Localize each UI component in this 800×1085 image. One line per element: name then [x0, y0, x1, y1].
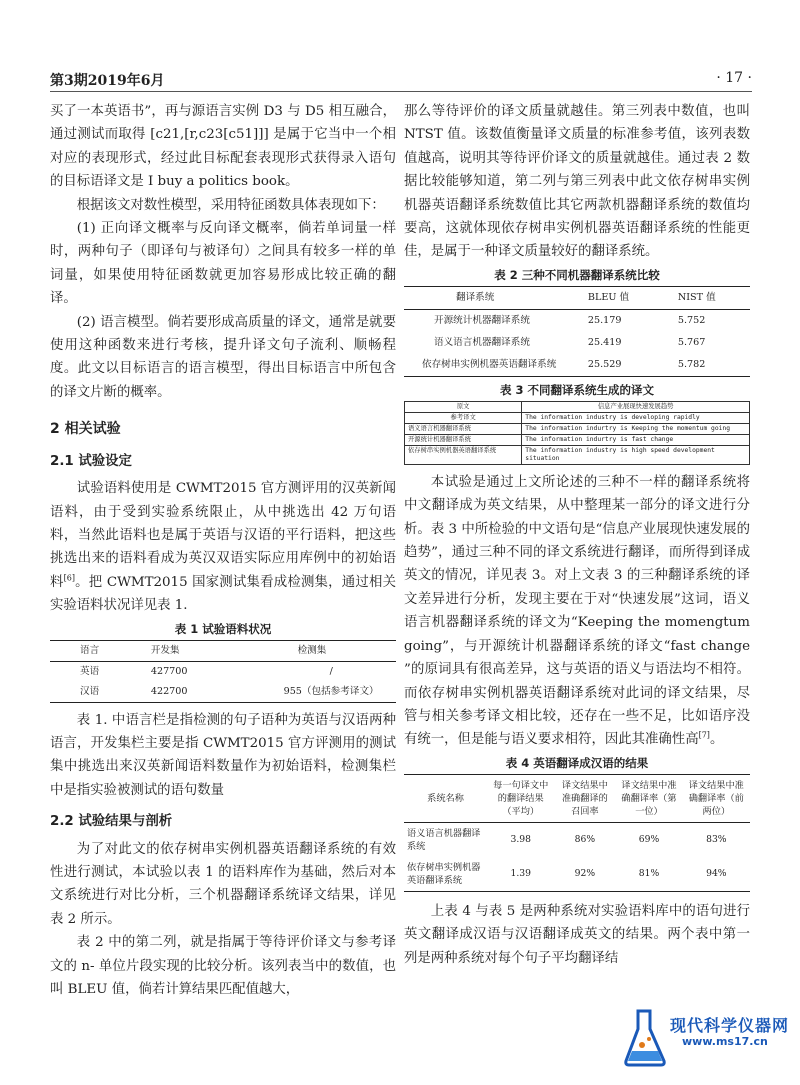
table-header: NIST 值: [677, 291, 716, 303]
paragraph: 表 2 中的第二列，就是指属于等待评价译文与参考译文的 n- 单位片段实现的比较分析。该列表当中的数值，也叫 BLEU 值，倘若计算结果匹配值越大，: [50, 935, 396, 997]
section-heading: 2 相关试验: [50, 421, 121, 438]
table-header: 系统名称: [427, 792, 464, 804]
table-caption: 表 1 试验语料状况: [174, 621, 272, 636]
table-row: 依存树串实例机器英语翻译系统 The information industry is high speed development situation: [405, 445, 750, 464]
table-row: 依存树串实例机器英语翻译系统 25.529 5.782: [422, 358, 706, 370]
paragraph: (1) 正向译文概率与反向译文概率，倘若单词量一样时，两种句子（即译句与被译句）之间具有较多一样的单词量，如果使用特征函数就更加容易形成比较正确的翻译。: [50, 221, 396, 307]
table-caption: 表 4 英语翻译成汉语的结果: [505, 755, 649, 770]
paragraph: 买了一本英语书”，再与源语言实例 D3 与 D5 相互融合，通过测试而取得 [c21,[r,c23[c51]]] 是属于它当中一个相对应的表现形式，经过此目标配套表现形式获得录入语句的目标语译文是 I buy a politics book。: [50, 104, 396, 190]
table-row: 开源统计机器翻译系统 The information indurtry is fast change: [405, 434, 750, 445]
table-row: 原文 信息产业展现快速发展趋势: [405, 401, 750, 412]
watermark: [622, 1005, 792, 1077]
table-header: 译文结果中准确翻译率（前两位）: [688, 779, 744, 817]
paragraph: 为了对此文的依存树串实例机器英语翻译系统的有效性进行测试，本试验以表 1 的语料库作为基础，然后对本文系统进行对比分析，三个机器翻译系统译文结果，详见表 2 所示。: [50, 841, 396, 927]
table-row: 英语 427700 /: [80, 665, 333, 677]
table-row: 语义语言机器翻译系统 The information indurtry is Keeping the momentum going: [405, 423, 750, 434]
table-header: 译文结果中准确翻译率（第一位）: [621, 779, 677, 817]
table-header: 开发集: [150, 644, 180, 656]
left-column: [50, 100, 396, 1001]
citation: [6]: [63, 573, 75, 583]
paragraph: 根据该文对数性模型，采用特征函数具体表现如下：: [76, 197, 385, 213]
table-row: 参考译文 The information industry is developing rapidly: [405, 412, 750, 423]
table-header: 每一句译文中的翻译结果（平均）: [493, 779, 549, 817]
table-caption: 表 3 不同翻译系统生成的译文: [499, 382, 654, 397]
page-header: [50, 70, 752, 92]
paragraph: 表 1. 中语言栏是指检测的句子语种为英语与汉语两种语言，开发集栏主要是指 CWMT2015 官方评测用的测试集中挑选出来汉英新闻语料数量作为初始语料，检测集栏中是指实验被测试的语句数量: [50, 712, 396, 798]
paragraph: 那么等待评价的译文质量就越佳。第三列表中数值，也叫 NTST 值。该数值衡量译文质量的标准参考值，该列表数值越高，说明其等待评价译文的质量就越佳。通过表 2 数据比较能够知道，第二列与第三列表中此文依存树串实例机器英语翻译系统数值比其它两款机器翻译系统的数值均要高，这就体现依存树串实例机器英语翻译系统的性能更佳，是属于一种译文质量较好的翻译系统。: [404, 104, 750, 260]
paragraph: (2) 语言模型。倘若要形成高质量的译文，通常是就要使用这种函数来进行考核，提升译文句子流利、顺畅程度。此文以目标语言的语言模型，得出目标语言中所包含的译文片断的概率。: [50, 314, 396, 400]
paragraph: 上表 4 与表 5 是两种系统对实验语料库中的语句进行英文翻译成汉语与汉语翻译成英文的结果。两个表中第一列是两种系统对每个句子平均翻译结: [404, 903, 750, 966]
subsection-heading: 2.1 试验设定: [50, 453, 132, 469]
table-row: 依存树串实例机器英语翻译系统 1.39 92% 81% 94%: [407, 861, 727, 886]
flask-logo-icon: [622, 1007, 668, 1069]
table-caption: 表 2 三种不同机器翻译系统比较: [494, 267, 660, 282]
watermark-url: www.ms17.cn: [682, 1035, 768, 1048]
paragraph: 试验语料使用是 CWMT2015 官方测评用的汉英新闻语料，由于受到实验系统限止，从中挑选出 42 万句语料，当然此语料也是属于英语与汉语的平行语料，把这些挑选出来的语料看成为英汉双语实际应用库例中的初始语料[6]。把 CWMT2015 国家测试集看成检测集，通过相关实验语料状况详见表 1.: [50, 481, 396, 614]
system-comparison-table: [404, 286, 750, 377]
table-header: BLEU 值: [587, 291, 630, 303]
subsection-heading: 2.2 试验结果与剖析: [50, 814, 173, 830]
paragraph: 本试验是通过上文所论述的三种不一样的翻译系统将中文翻译成为英文结果，从中整理某一部分的译文进行分析。表 3 中所检验的中文语句是“信息产业展现快速发展的趋势”，通过三种不同的译文系统进行翻译，而所得到译成英文的情况，详见表 3。对上文表 3 的三种翻译系统的译文差异进行分析，发现主要在于对“快速发展”这词，语义语言机器翻译系统的译文为“Keeping the momengtum going”，与开源统计机器翻译系统的译文“fast change ”的原词具有很高差异，这与英语的语义与语法均不相符。而依存树串实例机器英语翻译系统对此词的译文结果，尽管与相关参考译文相比较，还存在一些不足，比如语序没有统一，但是能与语义要求相符，因此其准确性高[7]。: [404, 474, 750, 748]
citation: [7]: [698, 730, 710, 740]
en-zh-result-table: [404, 774, 750, 892]
table-header: 语言: [80, 644, 100, 656]
right-column: [404, 100, 750, 970]
translation-output-table: [404, 401, 750, 465]
table-row: 语义语言机器翻译系统 25.419 5.767: [434, 336, 706, 348]
corpus-table: [50, 640, 396, 703]
table-header: 检测集: [297, 644, 327, 656]
watermark-name: 现代科学仪器网: [670, 1016, 790, 1035]
table-row: 语义语言机器翻译系统 3.98 86% 69% 83%: [407, 827, 727, 852]
table-header: 译文结果中准确翻译的召回率: [561, 779, 608, 817]
table-row: 开源统计机器翻译系统 25.179 5.752: [434, 314, 706, 326]
page-number: · 17 ·: [716, 70, 752, 86]
table-row: 汉语 422700 955（包括参考译文）: [80, 685, 379, 697]
journal-issue: 第3期2019年6月: [50, 73, 165, 89]
table-header: 翻译系统: [456, 291, 495, 303]
